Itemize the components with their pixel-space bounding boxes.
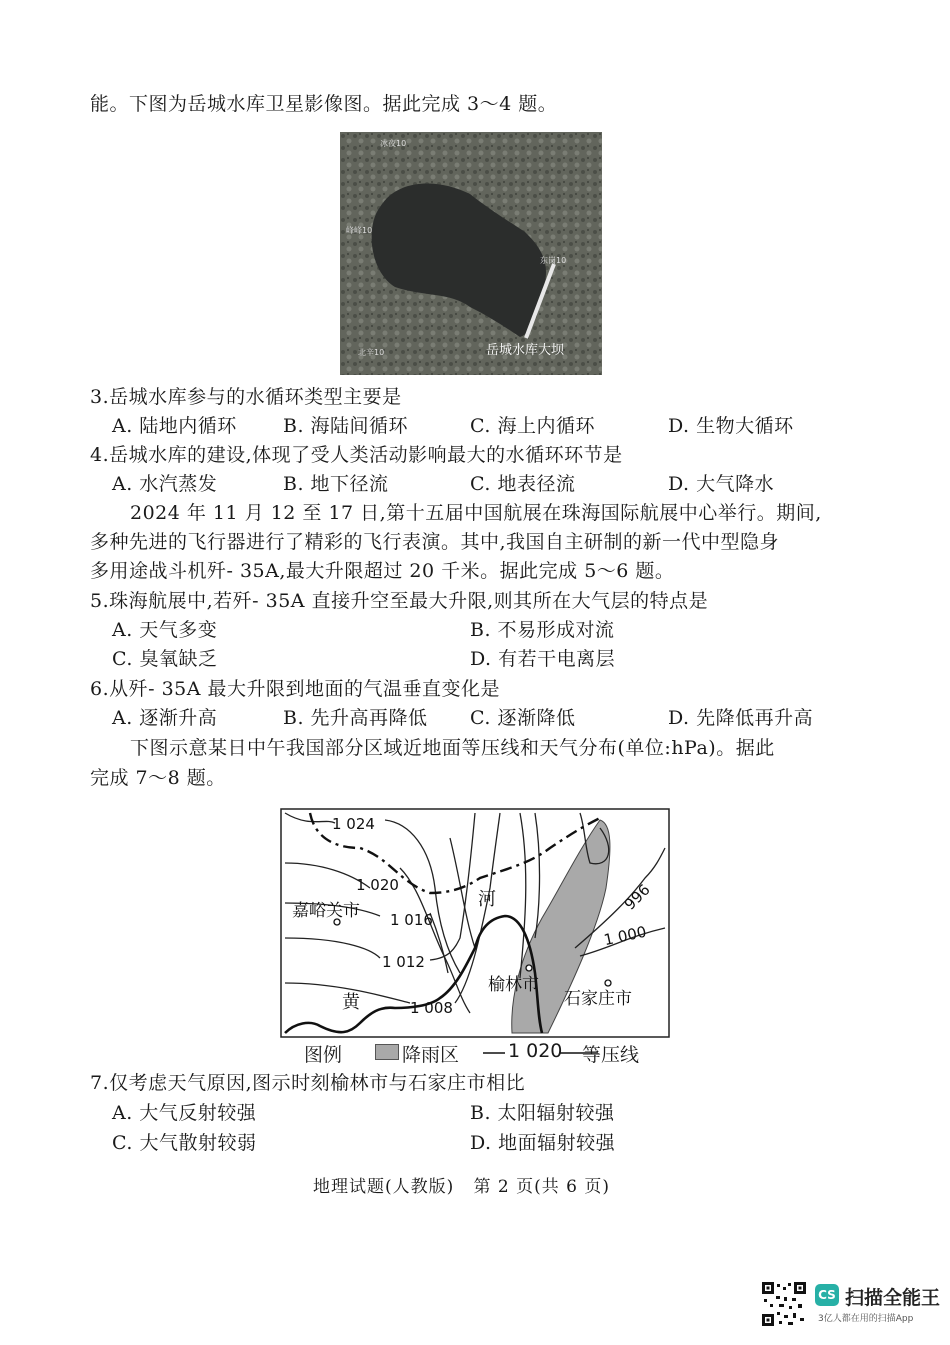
- city-jiayuguan: 嘉峪关市: [292, 901, 360, 921]
- river-label-he: 河: [478, 889, 496, 910]
- isobar-label-1008: 1 008: [410, 999, 453, 1017]
- place-label-1: 冰夜10: [380, 139, 407, 148]
- scanner-tagline: 3亿人都在用的扫描App: [818, 1314, 914, 1324]
- legend-title: 图例: [304, 1044, 343, 1066]
- city-marker-yulin: [526, 965, 532, 971]
- question-4: 4.岳城水库的建设,体现了受人类活动影响最大的水循环环节是: [90, 444, 623, 466]
- q6-option-c[interactable]: C. 逐渐降低: [470, 707, 576, 729]
- q3-option-a[interactable]: A. 陆地内循环: [112, 415, 237, 437]
- passage3-line-2: 完成 7～8 题。: [90, 767, 226, 789]
- isobar-label-1024: 1 024: [332, 815, 375, 833]
- passage2-line-2: 多种先进的飞行器进行了精彩的飞行表演。其中,我国自主研制的新一代中型隐身: [90, 531, 780, 553]
- intro-text: 能。下图为岳城水库卫星影像图。据此完成 3～4 题。: [90, 93, 558, 115]
- isobar-label-1020: 1 020: [356, 876, 399, 894]
- q6-option-d[interactable]: D. 先降低再升高: [668, 707, 814, 729]
- satellite-image: [340, 132, 602, 375]
- isobar-map: [280, 808, 670, 1038]
- passage3-line-1: 下图示意某日中午我国部分区域近地面等压线和天气分布(单位:hPa)。据此: [130, 737, 775, 759]
- question-3: 3.岳城水库参与的水循环类型主要是: [90, 386, 402, 408]
- q5-option-c[interactable]: C. 臭氧缺乏: [112, 648, 218, 670]
- place-label-2: 峰峰10: [346, 226, 373, 235]
- legend-rain-swatch: [375, 1044, 399, 1060]
- q7-option-c[interactable]: C. 大气散射较弱: [112, 1132, 257, 1154]
- question-7: 7.仅考虑天气原因,图示时刻榆林市与石家庄市相比: [90, 1072, 526, 1094]
- q7-option-a[interactable]: A. 大气反射较强: [112, 1102, 257, 1124]
- legend-isobar-text: 等压线: [582, 1044, 640, 1066]
- q5-option-a[interactable]: A. 天气多变: [112, 619, 218, 641]
- qr-code: [762, 1282, 806, 1326]
- page-footer: 地理试题(人教版) 第 2 页(共 6 页): [313, 1177, 610, 1197]
- q6-option-b[interactable]: B. 先升高再降低: [283, 707, 428, 729]
- q4-option-b[interactable]: B. 地下径流: [283, 473, 389, 495]
- q5-option-d[interactable]: D. 有若干电离层: [470, 648, 616, 670]
- q4-option-c[interactable]: C. 地表径流: [470, 473, 576, 495]
- place-label-4: 北辛10: [358, 348, 385, 357]
- scanner-name: 扫描全能王: [845, 1287, 941, 1309]
- q3-option-c[interactable]: C. 海上内循环: [470, 415, 595, 437]
- isobar-label-1012: 1 012: [382, 953, 425, 971]
- q7-option-d[interactable]: D. 地面辐射较强: [470, 1132, 616, 1154]
- isobar-label-1016: 1 016: [390, 911, 433, 929]
- passage2-line-1: 2024 年 11 月 12 至 17 日,第十五届中国航展在珠海国际航展中心举行。期间,: [130, 502, 822, 524]
- legend-isobar-value: 1 020: [508, 1040, 563, 1062]
- question-6: 6.从歼- 35A 最大升限到地面的气温垂直变化是: [90, 678, 501, 700]
- q7-option-b[interactable]: B. 太阳辐射较强: [470, 1102, 615, 1124]
- q4-option-d[interactable]: D. 大气降水: [668, 473, 775, 495]
- question-5: 5.珠海航展中,若歼- 35A 直接升空至最大升限,则其所在大气层的特点是: [90, 590, 709, 612]
- isobar-label-996: 996: [620, 880, 654, 914]
- dam-label: 岳城水库大坝: [486, 343, 565, 358]
- city-yulin: 榆林市: [488, 975, 539, 995]
- isobar-label-1000: 1 000: [602, 922, 649, 950]
- satellite-svg: [340, 132, 602, 375]
- legend-rain: 降雨区: [402, 1044, 460, 1066]
- city-marker-shijiazhuang: [605, 980, 611, 986]
- q3-option-d[interactable]: D. 生物大循环: [668, 415, 794, 437]
- city-shijiazhuang: 石家庄市: [564, 989, 632, 1009]
- passage2-line-3: 多用途战斗机歼- 35A,最大升限超过 20 千米。据此完成 5～6 题。: [90, 560, 675, 582]
- q5-option-b[interactable]: B. 不易形成对流: [470, 619, 615, 641]
- river-label-huang: 黄: [342, 992, 360, 1013]
- q3-option-b[interactable]: B. 海陆间循环: [283, 415, 409, 437]
- scanner-logo: CS: [815, 1284, 839, 1306]
- place-label-3: 东岗10: [540, 256, 567, 265]
- q6-option-a[interactable]: A. 逐渐升高: [112, 707, 218, 729]
- q4-option-a[interactable]: A. 水汽蒸发: [112, 473, 218, 495]
